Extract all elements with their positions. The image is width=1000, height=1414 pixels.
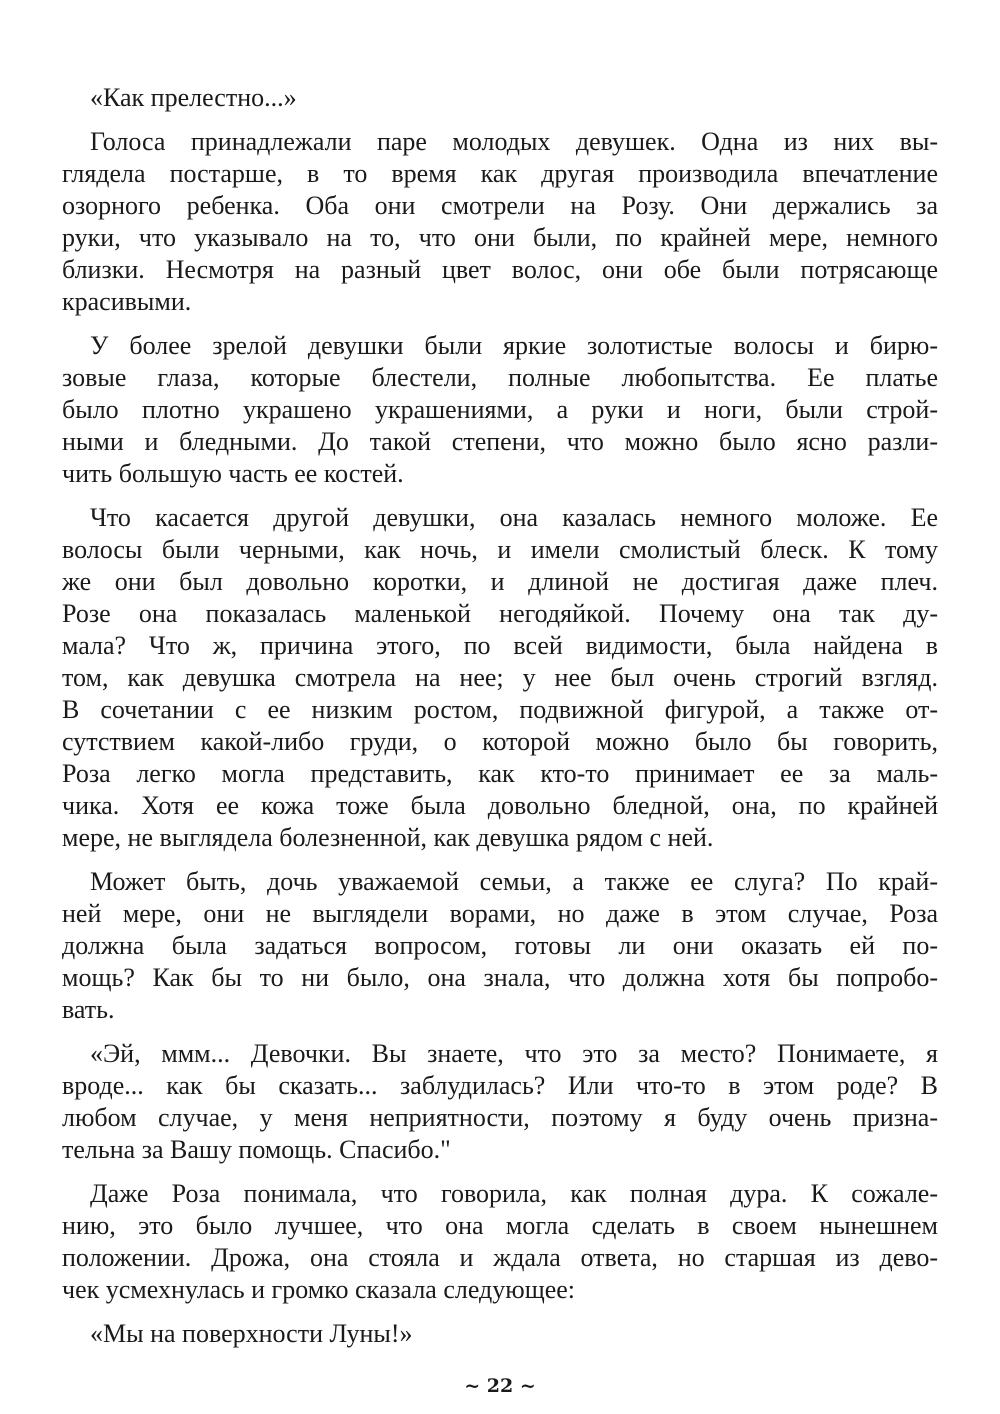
paragraph [62, 502, 938, 854]
text-line: чек усмехнулась и громко сказала следующее: [62, 1275, 576, 1304]
text-line: У более зрелой девушки были яркие золотистые волосы и бирю- [90, 331, 938, 360]
text-line: нию, это было лучшее, что она могла сделать в своем нынешнем [62, 1211, 938, 1240]
text-line: Роза легко могла представить, как кто-то принимает ее за маль- [62, 759, 938, 788]
text-line: красивыми. [62, 287, 192, 316]
text-line: чика. Хотя ее кожа тоже была довольно бледной, она, по крайней [62, 791, 938, 820]
text-line: чить большую часть ее костей. [62, 459, 404, 488]
text-line: волосы были черными, как ночь, и имели смолистый блеск. К тому [62, 535, 938, 564]
paragraph [62, 330, 938, 490]
text-line: положении. Дрожа, она стояла и ждала ответа, но старшая из дево- [62, 1243, 938, 1272]
text-line: сутствием какой-либо груди, о которой можно было бы говорить, [62, 727, 938, 756]
paragraph [62, 1318, 938, 1350]
text-line: близки. Несмотря на разный цвет волос, они обе были потрясающе [62, 255, 938, 284]
paragraph [62, 1178, 938, 1306]
page-number: ~ 22 ~ [464, 1375, 536, 1397]
text-line: любом случае, у меня неприятности, поэтому я буду очень призна- [62, 1103, 938, 1132]
text-line: озорного ребенка. Оба они смотрели на Розу. Они держались за [62, 191, 938, 220]
text-line: том, как девушка смотрела на нее; у нее был очень строгий взгляд. [62, 663, 938, 692]
text-line: зовые глаза, которые блестели, полные любопытства. Ее платье [62, 363, 938, 392]
paragraph [62, 82, 938, 114]
paragraph [62, 866, 938, 1026]
text-line: ней мере, они не выглядели ворами, но даже в этом случае, Роза [62, 899, 938, 928]
text-line: вроде... как бы сказать... заблудилась? Или что-то в этом роде? В [62, 1071, 938, 1100]
text-line: Даже Роза понимала, что говорила, как полная дура. К сожале- [90, 1179, 938, 1208]
paragraph [62, 126, 938, 318]
text-line: «Мы на поверхности Луны!» [90, 1319, 413, 1348]
text-line: глядела постарше, в то время как другая производила впечатление [62, 159, 938, 188]
text-line: Может быть, дочь уважаемой семьи, а также ее слуга? По край- [90, 867, 938, 896]
text-line: мала? Что ж, причина этого, по всей видимости, была найдена в [62, 631, 938, 660]
text-line: «Эй, ммм... Девочки. Вы знаете, что это за место? Понимаете, я [90, 1039, 938, 1068]
text-line: же они был довольно коротки, и длиной не достигая даже плеч. [62, 567, 938, 596]
text-line: ными и бледными. До такой степени, что можно было ясно разли- [62, 427, 938, 456]
page-body [62, 82, 938, 1362]
paragraph [62, 1038, 938, 1166]
text-line: должна была задаться вопросом, готовы ли они оказать ей по- [62, 931, 938, 960]
text-line: Что касается другой девушки, она казалась немного моложе. Ее [90, 503, 938, 532]
text-line: «Как прелестно...» [90, 83, 297, 112]
text-line: руки, что указывало на то, что они были, по крайней мере, немного [62, 223, 938, 252]
text-line: вать. [62, 995, 115, 1024]
text-line: было плотно украшено украшениями, а руки и ноги, были строй- [62, 395, 938, 424]
text-line: мощь? Как бы то ни было, она знала, что должна хотя бы попробо- [62, 963, 938, 992]
text-line: В сочетании с ее низким ростом, подвижной фигурой, а также от- [62, 695, 938, 724]
text-line: тельна за Вашу помощь. Спасибо." [62, 1135, 451, 1164]
text-line: мере, не выглядела болезненной, как девушка рядом с ней. [62, 823, 714, 852]
text-line: Голоса принадлежали паре молодых девушек. Одна из них вы- [90, 127, 938, 156]
text-line: Розе она показалась маленькой негодяйкой. Почему она так ду- [62, 599, 938, 628]
